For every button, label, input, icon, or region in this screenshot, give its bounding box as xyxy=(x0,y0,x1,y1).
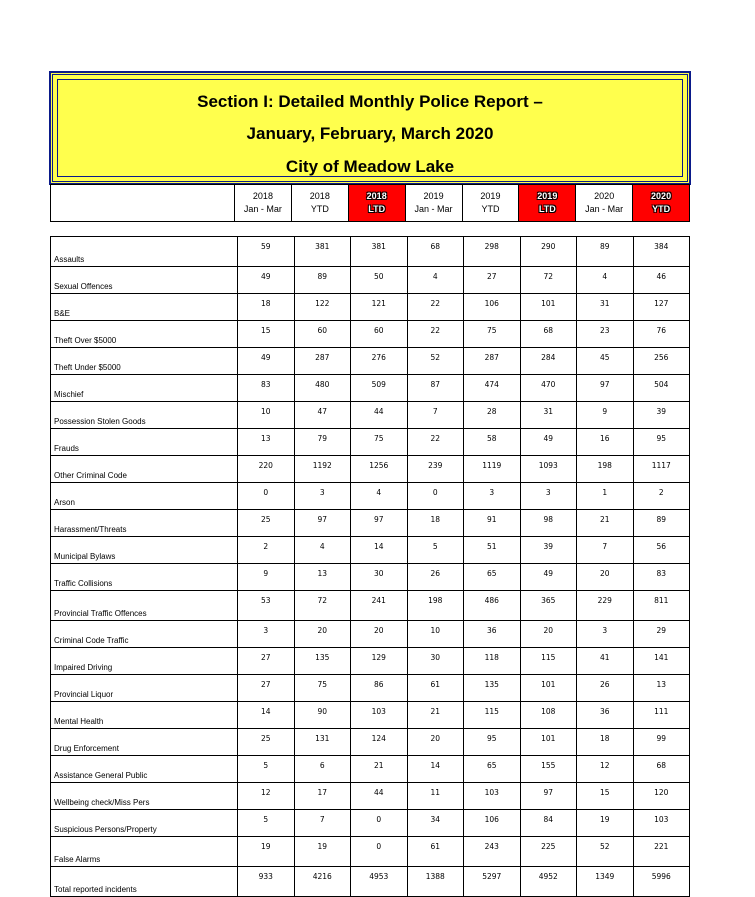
row-value: 83 xyxy=(633,564,690,591)
row-value: 18 xyxy=(238,294,295,321)
row-value: 68 xyxy=(633,756,690,783)
row-category: B&E xyxy=(51,294,238,321)
row-value: 21 xyxy=(407,702,464,729)
column-year: 2019 xyxy=(480,191,501,201)
row-value: 52 xyxy=(407,348,464,375)
row-value: 13 xyxy=(294,564,351,591)
row-value: 7 xyxy=(294,810,351,837)
row-value: 5 xyxy=(407,537,464,564)
row-value: 1093 xyxy=(520,456,577,483)
row-value: 3 xyxy=(294,483,351,510)
row-value: 1117 xyxy=(633,456,690,483)
row-value: 933 xyxy=(238,867,295,897)
row-value: 68 xyxy=(407,237,464,267)
row-value: 9 xyxy=(238,564,295,591)
row-value: 36 xyxy=(577,702,634,729)
row-value: 97 xyxy=(294,510,351,537)
row-value: 16 xyxy=(577,429,634,456)
row-value: 14 xyxy=(351,537,408,564)
row-value: 39 xyxy=(520,537,577,564)
row-value: 287 xyxy=(464,348,521,375)
row-value: 4 xyxy=(294,537,351,564)
row-value: 27 xyxy=(464,267,521,294)
row-value: 20 xyxy=(577,564,634,591)
row-value: 86 xyxy=(351,675,408,702)
row-value: 25 xyxy=(238,510,295,537)
column-year: 2019 xyxy=(537,191,558,201)
row-value: 198 xyxy=(577,456,634,483)
column-header-5 xyxy=(519,185,576,222)
row-value: 49 xyxy=(238,348,295,375)
row-value: 76 xyxy=(633,321,690,348)
row-value: 49 xyxy=(238,267,295,294)
row-value: 11 xyxy=(407,783,464,810)
row-category: Suspicious Persons/Property xyxy=(51,810,238,837)
row-value: 20 xyxy=(407,729,464,756)
row-value: 0 xyxy=(407,483,464,510)
row-value: 155 xyxy=(520,756,577,783)
column-header-table xyxy=(50,184,690,222)
row-value: 72 xyxy=(294,591,351,621)
row-value: 21 xyxy=(351,756,408,783)
row-value: 135 xyxy=(464,675,521,702)
column-header-row xyxy=(51,185,690,222)
row-value: 89 xyxy=(294,267,351,294)
row-value: 1119 xyxy=(464,456,521,483)
row-value: 101 xyxy=(520,675,577,702)
row-value: 131 xyxy=(294,729,351,756)
row-value: 1192 xyxy=(294,456,351,483)
row-value: 3 xyxy=(577,621,634,648)
row-value: 98 xyxy=(520,510,577,537)
row-value: 51 xyxy=(464,537,521,564)
row-value: 4953 xyxy=(351,867,408,897)
row-category: Traffic Collisions xyxy=(51,564,238,591)
row-value: 241 xyxy=(351,591,408,621)
column-period: YTD xyxy=(481,204,500,214)
row-category: Theft Over $5000 xyxy=(51,321,238,348)
row-value: 101 xyxy=(520,294,577,321)
row-value: 60 xyxy=(294,321,351,348)
row-value: 276 xyxy=(351,348,408,375)
row-value: 220 xyxy=(238,456,295,483)
column-year: 2020 xyxy=(594,191,615,201)
row-category: Criminal Code Traffic xyxy=(51,621,238,648)
row-value: 243 xyxy=(464,837,521,867)
row-category: Total reported incidents xyxy=(51,867,238,897)
row-value: 20 xyxy=(520,621,577,648)
row-value: 124 xyxy=(351,729,408,756)
row-category: Provincial Liquor xyxy=(51,675,238,702)
row-value: 12 xyxy=(577,756,634,783)
column-header-7 xyxy=(633,185,690,222)
row-value: 36 xyxy=(464,621,521,648)
row-value: 95 xyxy=(633,429,690,456)
row-value: 52 xyxy=(577,837,634,867)
row-value: 83 xyxy=(238,375,295,402)
row-value: 29 xyxy=(633,621,690,648)
table-row xyxy=(51,675,690,702)
row-value: 811 xyxy=(633,591,690,621)
row-value: 22 xyxy=(407,321,464,348)
row-category: Arson xyxy=(51,483,238,510)
incident-table-body xyxy=(51,237,690,897)
row-value: 480 xyxy=(294,375,351,402)
row-category: Assaults xyxy=(51,237,238,267)
row-category: Impaired Driving xyxy=(51,648,238,675)
row-category: Municipal Bylaws xyxy=(51,537,238,564)
row-value: 225 xyxy=(520,837,577,867)
row-value: 19 xyxy=(577,810,634,837)
table-row xyxy=(51,429,690,456)
title-line-3: City of Meadow Lake xyxy=(285,157,455,176)
row-value: 39 xyxy=(633,402,690,429)
column-period: Jan - Mar xyxy=(243,204,282,214)
column-year: 2018 xyxy=(366,191,387,201)
report-title-box xyxy=(50,72,690,184)
row-value: 101 xyxy=(520,729,577,756)
row-value: 65 xyxy=(464,564,521,591)
row-value: 4216 xyxy=(294,867,351,897)
row-value: 97 xyxy=(351,510,408,537)
row-value: 13 xyxy=(238,429,295,456)
row-category: Mischief xyxy=(51,375,238,402)
row-category: Provincial Traffic Offences xyxy=(51,591,238,621)
row-value: 97 xyxy=(520,783,577,810)
row-value: 129 xyxy=(351,648,408,675)
row-value: 4 xyxy=(407,267,464,294)
table-row xyxy=(51,756,690,783)
row-value: 7 xyxy=(577,537,634,564)
row-value: 15 xyxy=(238,321,295,348)
row-value: 20 xyxy=(294,621,351,648)
row-value: 21 xyxy=(577,510,634,537)
row-value: 79 xyxy=(294,429,351,456)
column-period: YTD xyxy=(652,204,671,214)
row-value: 5297 xyxy=(464,867,521,897)
row-value: 14 xyxy=(238,702,295,729)
row-value: 3 xyxy=(464,483,521,510)
table-row xyxy=(51,348,690,375)
row-value: 3 xyxy=(238,621,295,648)
row-value: 45 xyxy=(577,348,634,375)
row-value: 99 xyxy=(633,729,690,756)
row-value: 89 xyxy=(633,510,690,537)
row-value: 4952 xyxy=(520,867,577,897)
table-row xyxy=(51,648,690,675)
row-value: 61 xyxy=(407,837,464,867)
row-value: 28 xyxy=(464,402,521,429)
row-value: 5 xyxy=(238,756,295,783)
row-value: 108 xyxy=(520,702,577,729)
row-value: 89 xyxy=(577,237,634,267)
table-row xyxy=(51,267,690,294)
row-value: 0 xyxy=(238,483,295,510)
row-value: 72 xyxy=(520,267,577,294)
row-value: 229 xyxy=(577,591,634,621)
row-value: 49 xyxy=(520,564,577,591)
row-value: 198 xyxy=(407,591,464,621)
row-value: 13 xyxy=(633,675,690,702)
row-value: 381 xyxy=(351,237,408,267)
row-value: 504 xyxy=(633,375,690,402)
row-value: 103 xyxy=(633,810,690,837)
row-value: 20 xyxy=(351,621,408,648)
row-value: 22 xyxy=(407,294,464,321)
row-value: 239 xyxy=(407,456,464,483)
row-value: 365 xyxy=(520,591,577,621)
row-value: 135 xyxy=(294,648,351,675)
row-value: 34 xyxy=(407,810,464,837)
row-value: 1256 xyxy=(351,456,408,483)
row-value: 19 xyxy=(238,837,295,867)
row-value: 381 xyxy=(294,237,351,267)
row-value: 59 xyxy=(238,237,295,267)
row-value: 41 xyxy=(577,648,634,675)
row-value: 87 xyxy=(407,375,464,402)
row-value: 141 xyxy=(633,648,690,675)
row-value: 486 xyxy=(464,591,521,621)
row-value: 17 xyxy=(294,783,351,810)
table-row xyxy=(51,783,690,810)
table-row xyxy=(51,402,690,429)
row-value: 1388 xyxy=(407,867,464,897)
row-value: 68 xyxy=(520,321,577,348)
incident-table xyxy=(50,236,690,897)
row-value: 103 xyxy=(464,783,521,810)
row-value: 106 xyxy=(464,810,521,837)
row-value: 4 xyxy=(577,267,634,294)
row-value: 10 xyxy=(238,402,295,429)
row-value: 127 xyxy=(633,294,690,321)
title-line-2: January, February, March 2020 xyxy=(246,124,494,143)
row-value: 10 xyxy=(407,621,464,648)
row-value: 290 xyxy=(520,237,577,267)
row-value: 90 xyxy=(294,702,351,729)
row-value: 95 xyxy=(464,729,521,756)
table-row xyxy=(51,537,690,564)
row-value: 115 xyxy=(520,648,577,675)
row-value: 75 xyxy=(294,675,351,702)
title-line-1: Section I: Detailed Monthly Police Report – xyxy=(197,92,543,111)
column-period: LTD xyxy=(538,204,556,214)
row-value: 46 xyxy=(633,267,690,294)
table-row xyxy=(51,837,690,867)
row-value: 4 xyxy=(351,483,408,510)
row-value: 97 xyxy=(577,375,634,402)
row-value: 284 xyxy=(520,348,577,375)
row-value: 0 xyxy=(351,837,408,867)
row-value: 65 xyxy=(464,756,521,783)
row-value: 23 xyxy=(577,321,634,348)
table-row xyxy=(51,564,690,591)
table-row xyxy=(51,621,690,648)
row-value: 509 xyxy=(351,375,408,402)
column-period: Jan - Mar xyxy=(585,204,624,214)
column-header-3 xyxy=(405,185,462,222)
row-value: 470 xyxy=(520,375,577,402)
row-category: Sexual Offences xyxy=(51,267,238,294)
table-row xyxy=(51,867,690,897)
table-row xyxy=(51,237,690,267)
row-value: 7 xyxy=(407,402,464,429)
row-value: 49 xyxy=(520,429,577,456)
row-category: Mental Health xyxy=(51,702,238,729)
row-value: 15 xyxy=(577,783,634,810)
row-value: 5996 xyxy=(633,867,690,897)
column-header-0 xyxy=(235,185,292,222)
row-value: 18 xyxy=(407,510,464,537)
row-value: 26 xyxy=(407,564,464,591)
row-value: 30 xyxy=(407,648,464,675)
row-value: 111 xyxy=(633,702,690,729)
title-inner-border xyxy=(57,79,683,177)
column-period: YTD xyxy=(310,204,329,214)
row-value: 84 xyxy=(520,810,577,837)
row-value: 30 xyxy=(351,564,408,591)
row-value: 75 xyxy=(464,321,521,348)
row-value: 60 xyxy=(351,321,408,348)
column-year: 2020 xyxy=(651,191,672,201)
row-value: 118 xyxy=(464,648,521,675)
row-value: 75 xyxy=(351,429,408,456)
column-year: 2019 xyxy=(423,191,444,201)
row-category: Frauds xyxy=(51,429,238,456)
column-header-2 xyxy=(348,185,405,222)
row-value: 61 xyxy=(407,675,464,702)
row-value: 5 xyxy=(238,810,295,837)
row-category: Drug Enforcement xyxy=(51,729,238,756)
table-row xyxy=(51,702,690,729)
header-blank-cell xyxy=(51,185,235,222)
column-period: Jan - Mar xyxy=(414,204,453,214)
row-value: 221 xyxy=(633,837,690,867)
row-value: 1 xyxy=(577,483,634,510)
row-value: 18 xyxy=(577,729,634,756)
row-value: 22 xyxy=(407,429,464,456)
table-row xyxy=(51,294,690,321)
column-header-4 xyxy=(462,185,519,222)
row-value: 287 xyxy=(294,348,351,375)
row-value: 25 xyxy=(238,729,295,756)
table-row xyxy=(51,729,690,756)
row-value: 50 xyxy=(351,267,408,294)
row-value: 474 xyxy=(464,375,521,402)
column-header-6 xyxy=(576,185,633,222)
row-value: 2 xyxy=(633,483,690,510)
row-category: Assistance General Public xyxy=(51,756,238,783)
table-row xyxy=(51,483,690,510)
row-value: 53 xyxy=(238,591,295,621)
table-row xyxy=(51,510,690,537)
row-value: 26 xyxy=(577,675,634,702)
row-value: 14 xyxy=(407,756,464,783)
row-value: 27 xyxy=(238,648,295,675)
row-value: 58 xyxy=(464,429,521,456)
row-value: 106 xyxy=(464,294,521,321)
table-row xyxy=(51,456,690,483)
row-value: 256 xyxy=(633,348,690,375)
column-year: 2018 xyxy=(252,191,273,201)
row-value: 91 xyxy=(464,510,521,537)
row-value: 19 xyxy=(294,837,351,867)
row-value: 9 xyxy=(577,402,634,429)
row-category: Possession Stolen Goods xyxy=(51,402,238,429)
row-value: 103 xyxy=(351,702,408,729)
row-value: 1349 xyxy=(577,867,634,897)
row-value: 3 xyxy=(520,483,577,510)
row-value: 31 xyxy=(577,294,634,321)
row-value: 47 xyxy=(294,402,351,429)
row-value: 12 xyxy=(238,783,295,810)
row-value: 298 xyxy=(464,237,521,267)
row-value: 56 xyxy=(633,537,690,564)
table-row xyxy=(51,810,690,837)
row-value: 44 xyxy=(351,402,408,429)
row-value: 6 xyxy=(294,756,351,783)
row-value: 122 xyxy=(294,294,351,321)
row-value: 27 xyxy=(238,675,295,702)
column-header-1 xyxy=(291,185,348,222)
table-row xyxy=(51,591,690,621)
row-value: 2 xyxy=(238,537,295,564)
column-period: LTD xyxy=(368,204,386,214)
row-category: False Alarms xyxy=(51,837,238,867)
row-value: 121 xyxy=(351,294,408,321)
row-category: Theft Under $5000 xyxy=(51,348,238,375)
row-value: 120 xyxy=(633,783,690,810)
row-category: Other Criminal Code xyxy=(51,456,238,483)
row-value: 115 xyxy=(464,702,521,729)
table-row xyxy=(51,321,690,348)
row-value: 0 xyxy=(351,810,408,837)
column-year: 2018 xyxy=(309,191,330,201)
row-category: Harassment/Threats xyxy=(51,510,238,537)
row-value: 384 xyxy=(633,237,690,267)
table-row xyxy=(51,375,690,402)
row-category: Wellbeing check/Miss Pers xyxy=(51,783,238,810)
row-value: 44 xyxy=(351,783,408,810)
row-value: 31 xyxy=(520,402,577,429)
